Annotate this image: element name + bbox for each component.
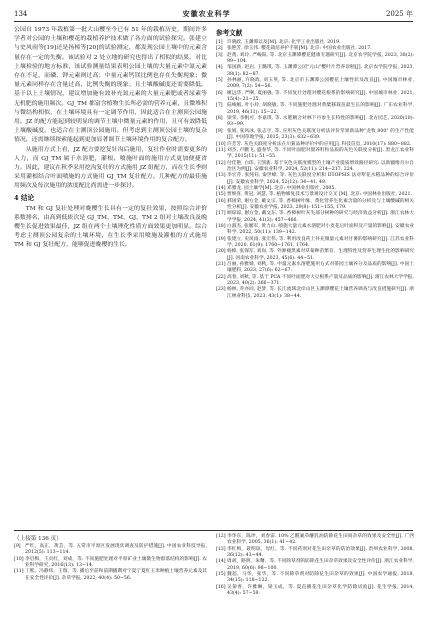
reference-number: [14] xyxy=(216,185,226,191)
reference-item xyxy=(216,78,414,91)
reference-item xyxy=(216,237,414,250)
reference-number: [3] xyxy=(216,52,223,58)
reference-text: 邹国新, 赵岩, 王璐琪, 等. 玉渊潭公园"元山"樱叶片营养诊断[J]. 北京农学院学报, 2023, 38(1): 82−87. xyxy=(227,65,414,77)
page-header xyxy=(14,8,413,20)
reference-text: 杨樟, 张保军, 刘岗, 等. 外源褪黑素对草菊种苗繁育、生理特性及营养生理生化的影响研究[J]. 河南农业科学, 2023, 45(6): 44−51. xyxy=(227,249,414,261)
reference-number: [15] xyxy=(216,572,226,578)
continued-from-label: （上接第 136 页） xyxy=(14,536,62,542)
reference-text: 吕丽, 孙雅婧, 刘秋, 等. 中量元素水溶肥施用方式对茶园土壤养分及品质的影响[J]. 中国土壤肥料, 2023, 27(6): 62−67. xyxy=(227,262,414,274)
reference-text: 魏超，马华，张华，等. 不同除草剂对防除花生田杂草的效果[J]. 中国农学通报, 2018, 34(15): 118−122. xyxy=(227,572,414,584)
conclusion-paragraph: TM 和 GJ 复壮处理对晚樱生长具有一定的复壮效果，按照综合评价系数排名，由高到低依次是 GJ_TM、TM、GJ、TM 2 组对土壤改良及晚樱生长促进效果最佳，JZ 组在两个土壤理化性质方面效果更加明显。综合考虑主测顶公园复杂的土壤环境，在生长季采用喷施及灌根的方式施用 TM 和 GJ 复壮配方，能够促进晚樱的生长。 xyxy=(14,205,207,249)
reference-text: 李宏芹, 张纯钰, 秦世峰, 等. 灰色关联度分析和 DTOPSIS 法对犁花水稻品种的综合评价[J]. 安徽农业科学, 2024, 52(12): 34−41, 49. xyxy=(227,173,414,185)
left-column xyxy=(14,26,207,251)
reference-text: 杨林, 乔亦同, 赵梦, 等. 长江流域北岸山区玉渊潭樱花土壤营养调查与改良措施研究[J]. 浙江林业科技, 2023, 43(1): 38−44. xyxy=(227,287,414,299)
reference-number: [5] xyxy=(216,78,223,84)
reference-text: 张娟, 张风冰, 张志宇, 等. 应用灰色关联度分析法评价苹果新品种"龙牧 800" 的生产性能[J]. 中国草地学报, 2015, 23(3): 632−639. xyxy=(227,128,414,141)
reference-text: 李红梅，聂明琼，母红，等. 不同药剂对花生田杂草的防治效果[J]. 贵州农业科学, 2008, 36(12): 43−44. xyxy=(227,546,414,559)
reference-text: 梁荣, 李帆可, 李嘉琪, 等. 水肥耦合对林下丹参生长特性的影响[J]. 北方园艺, 2020(10): 93−99. xyxy=(227,116,414,128)
reference-item xyxy=(216,585,414,598)
reference-number: [15] xyxy=(216,192,226,198)
references-title: 参考文献 xyxy=(216,29,243,37)
reference-number: [21] xyxy=(216,262,226,268)
reference-item xyxy=(216,249,414,262)
reference-item xyxy=(216,262,414,275)
reference-item xyxy=(14,569,207,582)
reference-number: [2] xyxy=(216,46,223,52)
continued-reference-list-right xyxy=(216,534,414,597)
references-column xyxy=(216,26,414,300)
journal-name: 安徽农业科学 xyxy=(182,9,231,18)
reference-item xyxy=(216,91,414,104)
reference-text: 许芳芳. 灰色关联度分析法在川菊品种评价中的应用[J]. 科技信息, 2010(17): 880−882. xyxy=(227,141,412,147)
reference-number: [6] xyxy=(216,90,223,96)
reference-number: [23] xyxy=(216,287,226,293)
reference-number: [10] xyxy=(14,556,24,562)
reference-text: 邓雅龙. 园土壤学[M]. 北京: 中国林业出版社, 2005. xyxy=(227,185,336,191)
reference-number: [9] xyxy=(14,544,21,549)
reference-number: [10] xyxy=(216,141,226,147)
reference-text: 周胡，路明，朱曙，等. 不同除草剂的防除花生田杂草效果及安全性评价[J]. 浙江农业科学, 2019, 60(6): 98−100. xyxy=(227,559,414,571)
reference-number: [8] xyxy=(216,116,223,122)
reference-number: [13] xyxy=(216,546,226,552)
discussion-paragraph-1: 公园自 1973 年栽植第一批大山樱至今已有 51 年的栽植历史，期间许多学者对公园的土壤和樱花的栽植养护技术做了各方面的试验探究。张建立与史风雨等[19]还是扬樟等[20]的试验测定，都发现公园土壤中的元素含量存在一定的失衡。该试验对 2 处立地的研究也得出了相似的结果。对比土壤检验的地方标准，该试验测量结果表明公园土壤的大量元素中氮元素存在不足，而磷、钾元素则过高；中量元素钙镁比例也存在失衡现象；微量元素同样存在含量过高、比例失衡的现象；且土壤酸碱度还需要降低。基于以上土壤情况，建议增加施有效补充氮元素的大量元素肥或者尿素等无机肥的施用频次。GJ_TM 都富含植物生长所必需的营养元素，且微堆积与微结构相似，在土壤环境具有一定调节作用，因此适合在主测顶公园施用。JZ 的配方能起到较明显的调节土壤中微量元素的作用，且可有效降低土壤酸碱度，也适合在主测顶公园施用。但考虑到主测顶公园土壤的复杂情况，还需继续探索能起到更加显著调节土壤环境作用的复合配方。 xyxy=(14,27,207,144)
reference-item xyxy=(216,103,414,116)
reference-text: 顾琼琼, 谢方金, 戴文东, 等. 香樟树叶灰失部分树种的研究与经济效益分析[J]. 浙江农林大学学报, 2024, 41(3): 457−466. xyxy=(227,211,414,223)
reference-text: 郝国荣, 谢方金, 戴文宗, 等. 香樟树叶缘、黄化营养生化素含量的分析及与土壤酸碱的相关性分析[J]. 安徽农业学报, 2023, 29(8): 151−155, 179. xyxy=(227,198,414,210)
reference-number: [7] xyxy=(216,103,223,109)
reference-text: 白淑杰, 张媚军, 黄力山. 喷施大量元素水溶肥对小麦花后叶面积及产量的影响[J]. 安徽农业科学, 2022, 50(11): 139−142. xyxy=(227,223,414,236)
reference-item xyxy=(216,148,414,161)
reference-item xyxy=(216,287,414,300)
discussion-paragraph-2: 从施用方式上看，JZ 配方要挖复针沟后施用，复壮作业时需要更多的人力，而 GJ_TM 属于水溶肥，灌根、喷施叶面的施用方式更加便捷省力。因此，建议在秋季采用挖沟复壮的方式施用 JZ 组配方，而在生长季则采用灌根结合叶面喷施的方式施用 GJ_TM 复壮配方。几种配方的最佳施用频次及每次施用的浓度配比尚需进一步探讨。 xyxy=(14,146,207,190)
reference-item xyxy=(14,557,207,570)
reference-item xyxy=(14,544,207,557)
journal-year: 2025 年 xyxy=(385,10,413,18)
reference-number: [12] xyxy=(216,534,226,539)
reference-number: [12] xyxy=(216,160,226,166)
header-divider xyxy=(14,21,413,22)
reference-number: [4] xyxy=(216,65,223,71)
reference-text: 贾焕喜, 黄冠, 刘慧, 等. 植物修复技术与景观设计交叉 [M]. 北京: 中国林业出版社, 2021. xyxy=(227,192,412,198)
reference-number: [13] xyxy=(216,173,226,179)
reference-item xyxy=(216,547,414,560)
reference-number: [1] xyxy=(216,40,223,45)
continued-reference-list-left xyxy=(14,544,207,582)
continued-references-left xyxy=(14,534,207,582)
reference-number: [16] xyxy=(216,584,226,590)
reference-item xyxy=(216,65,414,78)
reference-item xyxy=(216,129,414,142)
reference-text: 赵黄, 刘玲, 严峻阳, 等. 北京玉渊潭樱花健康专题研究[J]. 北京农学院学报, 2023, 38(2): 99−104. xyxy=(227,52,414,65)
reference-text: 李启梅，王贞红，刘成，等. 不同施肥处理对平原矿业土壤微生物群落结构的影响[J]. 农业科学研究, 2016(13): 13−14. xyxy=(25,556,207,569)
reference-text: 孙林丽, 许晓政, 刘玉英, 等. 北京市玉渊潭公园樱花土壤性状及改良[J]. 中国城市林业, 2009, 7(2): 54−56. xyxy=(227,78,414,90)
reference-number: [11] xyxy=(216,147,226,153)
reference-text: 刘杰, 卢鹏飞, 盛春华, 等. 不同叶面肥对甜养籽粒品质的灰色关联度分析[J]. 黑龙江农业科学, 2015(11): 51−55. xyxy=(227,147,414,160)
reference-item xyxy=(216,161,414,174)
reference-number: [18] xyxy=(216,223,226,229)
reference-number: [11] xyxy=(14,569,24,575)
section-heading-conclusion: 4 结论 xyxy=(14,193,35,202)
reference-text: 张艳芳, 徐玉伟. 樱花栽培养护手册[M]. 北京: 中国农业出版社, 2017. xyxy=(227,46,372,52)
page-number: 134 xyxy=(14,10,28,18)
reference-item xyxy=(216,224,414,237)
reference-item xyxy=(216,534,414,547)
reference-text: 付佳艳, 白玮, 王凯新. 基于灰色关联度模型的土壤产业提质增效路径研究: 以新疆维吾尔自治区为例[J]. 安徽农业科学, 2024, 52(11): 214−217, 224. xyxy=(227,160,414,172)
reference-item xyxy=(216,199,414,212)
reference-number: [14] xyxy=(216,559,226,565)
reference-text: 陆峻岷, 叶小玲, 胡晓敏, 等. 不同施肥处理对黄檗移栽苗最生长的影响[J]. 广东农业科学, 2019, 46(11): 15−22. xyxy=(227,103,414,115)
reference-text: 严红，高正，黄芸，等. 五常市平原区发展现状调查及防护措施[J]. 中国农业科技导报, 2012(5): 113−114. xyxy=(25,544,207,556)
reference-item xyxy=(216,53,414,66)
reference-item xyxy=(216,116,414,129)
reference-text: 丁熙，冯静炜，王瑞，等. 播后至前和前期播期对宁夏宁夏红玉米种植土壤营养元素及其在安全性评价[J]. 杂草学报, 2022, 40(4): 50−56. xyxy=(25,569,207,581)
reference-text: 吴菊香，许雅琳，梁玉成，等. 夏直播花生田杂草化学防除试验[J]. 花生学报, 2014, 43(4): 57−59. xyxy=(227,584,414,597)
bottom-divider xyxy=(14,530,413,531)
reference-text: 张建立, 史风雨, 张宏伟, 等. 利用改良药土补充微量元素对甘薯的影响研究[J]. 江苏农业科学, 2020, 61(9): 1760−1761, 1764. xyxy=(227,236,414,248)
reference-item xyxy=(216,572,414,585)
reference-number: [9] xyxy=(216,128,223,134)
continued-references-right xyxy=(216,534,414,597)
reference-text: 许晓政. 玉渊潭以及[M]. 北京: 化学工业出版社, 2019. xyxy=(227,40,341,45)
reference-number: [20] xyxy=(216,249,226,255)
reference-item xyxy=(216,559,414,572)
reference-item xyxy=(216,211,414,224)
reference-number: [22] xyxy=(216,274,226,280)
reference-list xyxy=(216,40,414,300)
reference-item xyxy=(216,275,414,288)
reference-number: [19] xyxy=(216,236,226,242)
reference-text: 姬远华, 严啊, 夏丽强, 等. 不同复壮处理对樱花根系的影响研究[J]. 中国城市林业, 2021, 15(4): 21−25. xyxy=(227,90,414,103)
reference-number: [17] xyxy=(216,211,226,217)
reference-text: 李华东，陈坪，刘春雷. 10% 乙酰氟草醚乳油防除花生田间杂草的效果及安全性[J]. 广西农业科学, 2005, 36(1): 41−42. xyxy=(227,534,414,546)
reference-item xyxy=(216,173,414,186)
reference-text: 高春, 刘秋, 等. 基于 PCA 不同叶面肥对大豆根系产量及品质的影响[J]. 浙江农林大学学报, 2023, 40(2): 366−371. xyxy=(227,274,414,287)
reference-number: [16] xyxy=(216,198,226,204)
